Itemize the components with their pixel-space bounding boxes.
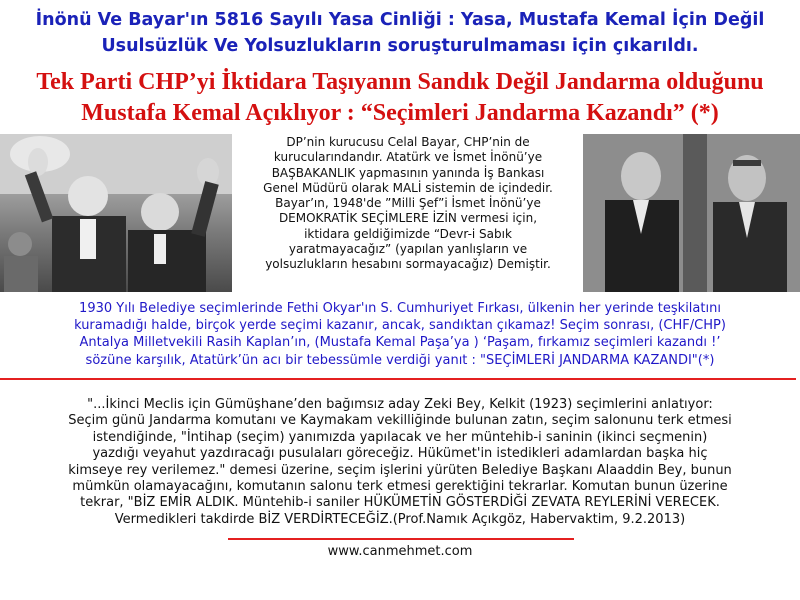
bio-line: BAŞBAKANLIK yapmasının yanında İş Bankası: [271, 165, 545, 180]
bio-line: yolsuzlukların hesabını sormayacağız) Demiştir.: [265, 257, 551, 272]
bio-line: yaratmayacağız” (yapılan yanlışların ve: [288, 242, 528, 257]
election-line: kuramadığı halde, birçok yerde seçimi kazanır, ancak, sandıktan çıkamaz! Seçim sonrası, (CHF/CHP): [74, 318, 726, 334]
headline-blue-line-1: İnönü Ve Bayar'ın 5816 Sayılı Yasa Cinliği : Yasa, Mustafa Kemal İçin Değil: [35, 10, 765, 30]
red-divider-top: [0, 378, 796, 380]
quote-line: Vermedikleri takdirde BİZ VERDİRTECEĞİZ.(Prof.Namık Açıkgöz, Habervaktim, 9.2.2013): [114, 511, 686, 527]
red-divider-bottom: [228, 538, 574, 540]
election-1930-text: [4, 300, 796, 369]
quote-line: Seçim günü Jandarma komutanı ve Kaymakam vekilliğinde bulunan zatın, seçim salonunu terk etmesi: [68, 413, 732, 429]
bio-line: DEMOKRATİK SEÇİMLERE İZİN vermesi için,: [278, 211, 538, 226]
quote-line: istendiğinde, "İntihap (seçim) yanımızda yapılacak ve her müntehib-i saninin (ikinci seçmenin): [92, 429, 708, 445]
quote-line: "...İkinci Meclis için Gümüşhane’den bağımsız aday Zeki Bey, Kelkit (1923) seçimlerini anlatıyor:: [87, 397, 713, 412]
headline-red-line-1: Tek Parti CHP’yi İktidara Taşıyanın Sandık Değil Jandarma olduğunu: [36, 69, 764, 95]
quote-line: tekrar, "BİZ EMİR ALDIK. Müntehib-i saniler HÜKÜMETİN GÖSTERDİĞİ ZEVATA REYLERİNİ VERECEK.: [80, 495, 720, 511]
kelkit-quote-text: [2, 397, 798, 528]
election-line: Antalya Milletvekili Rasih Kaplan’ın, (Mustafa Kemal Paşa’ya ) ‘Paşam, fırkamız seçimleri kazandı !’: [79, 335, 721, 351]
website-footer[interactable]: www.canmehmet.com: [327, 544, 473, 559]
bio-line: Genel Müdürü olarak MALİ sistemin de içindedir.: [263, 180, 553, 195]
photo-inonu-bayar-waving: [0, 134, 232, 292]
bayar-bio-text: [236, 135, 580, 273]
quote-line: kimseye rey verilemez." demesi üzerine, seçim işlerini yürüten Belediye Başkanı Alaaddin Bey, bunun: [68, 462, 732, 478]
photo-inonu-bayar-suits: [583, 134, 800, 292]
headline-red-line-2: Mustafa Kemal Açıklıyor : “Seçimleri Jandarma Kazandı” (*): [81, 100, 719, 126]
headline-blue-line-2: Usulsüzlük Ve Yolsuzlukların soruşturulmaması için çıkarıldı.: [101, 36, 699, 56]
bio-line: kurucularındandır. Atatürk ve İsmet İnönü’ye: [273, 150, 543, 165]
bio-line: DP’nin kurucusu Celal Bayar, CHP’nin de: [286, 135, 530, 149]
bio-line: iktidara geldiğimizde “Devr-i Sabık: [304, 226, 512, 241]
bio-line: Bayar’ın, 1948'de ”Milli Şef”i İsmet İnönü’ye: [275, 196, 541, 211]
quote-line: yazdığı veyahut yazdıracağı pusulaları göreceğiz. Hükümet'in istedikleri adamlardan başka hiç: [92, 446, 708, 462]
election-line: 1930 Yılı Belediye seçimlerinde Fethi Okyar'ın S. Cumhuriyet Fırkası, ülkenin her yerinde teşkilatını: [79, 301, 721, 316]
election-line: sözüne karşılık, Atatürk’ün acı bir tebessümle verdiği yanıt : "SEÇİMLERİ JANDARMA KAZANDI"(*): [85, 352, 715, 368]
quote-line: mümkün olamayacağını, komutanın salonu terk etmesi gerektiğini tekrarlar. Komutan bunun üzerine: [72, 479, 728, 495]
